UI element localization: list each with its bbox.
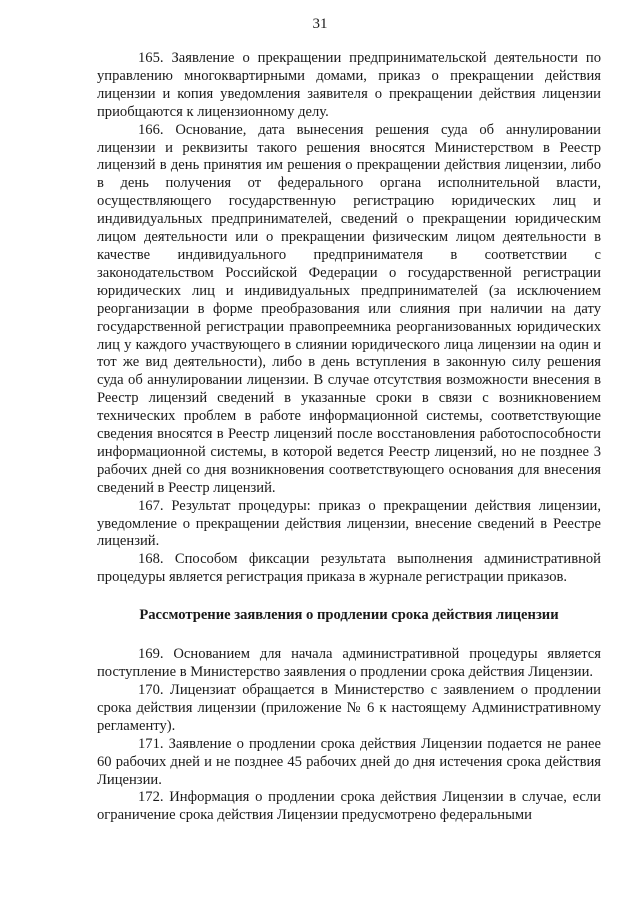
paragraph-165: 165. Заявление о прекращении предпринимательской деятельности по управлению многоквартирными домами, приказ о прекращении действия лицензии и копия уведомления заявителя о прекращении действия лицензии приобщаются к лицензионному делу.: [97, 50, 601, 120]
paragraph-167: 167. Результат процедуры: приказ о прекращении действия лицензии, уведомление о прекращении действия лицензии, внесение сведений в Реестре лицензий.: [97, 497, 601, 550]
paragraph-171: 171. Заявление о продлении срока действия Лицензии подается не ранее 60 рабочих дней и не позднее 45 рабочих дней до дня истечения срока действия Лицензии.: [97, 735, 601, 788]
paragraph-172: 172. Информация о продлении срока действия Лицензии в случае, если ограничение срока действия Лицензии предусмотрено федеральными: [97, 789, 601, 824]
paragraph-169: 169. Основанием для начала административной процедуры является поступление в Министерство заявления о продлении срока действия Лицензии.: [97, 646, 601, 681]
paragraph-170: 170. Лицензиат обращается в Министерство с заявлением о продлении срока действия лицензии (приложение № 6 к настоящему Административному регламенту).: [97, 682, 601, 734]
paragraph-166: 166. Основание, дата вынесения решения суда об аннулировании лицензии и реквизиты такого решения вносятся Министерством в Реестр лицензий в день принятия им решения о прекращении действия лицензии, либо в день получения от федерального органа исполнительной власти, осуществляющего государственную регистрацию юридических лиц и индивидуальных предпринимателей, сведений о прекращении юридическим лицом деятельности или о прекращении физическим лицом деятельности в качестве индивидуального предпринимателя в соответствии с законодательством Российской Федерации о государственной регистрации юридических лиц и индивидуальных предпринимателей (за исключением реорганизации в форме преобразования или слияния при наличии на дату государственной регистрации правопреемника реорганизованных юридических лиц у каждого участвующего в слиянии юридического лица лицензии на один и тот же вид деятельности), либо в день вступления в законную силу решения суда об аннулировании лицензии. В случае отсутствия возможности внесения в Реестр лицензий сведений в указанные сроки в связи с возникновением технических проблем в работе информационной системы, соответствующие сведения вносятся в Реестр лицензий после восстановления работоспособности информационной системы, в которой ведется Реестр лицензий, но не позднее 3 рабочих дней со дня возникновения соответствующего основания для внесения сведений в Реестр лицензий.: [97, 121, 601, 496]
document-body: [97, 50, 601, 825]
section-heading: Рассмотрение заявления о продлении срока действия лицензии: [139, 607, 559, 624]
page-number: 31: [312, 16, 328, 32]
paragraph-168: 168. Способом фиксации результата выполнения административной процедуры является регистрация приказа в журнале регистрации приказов.: [97, 551, 601, 586]
